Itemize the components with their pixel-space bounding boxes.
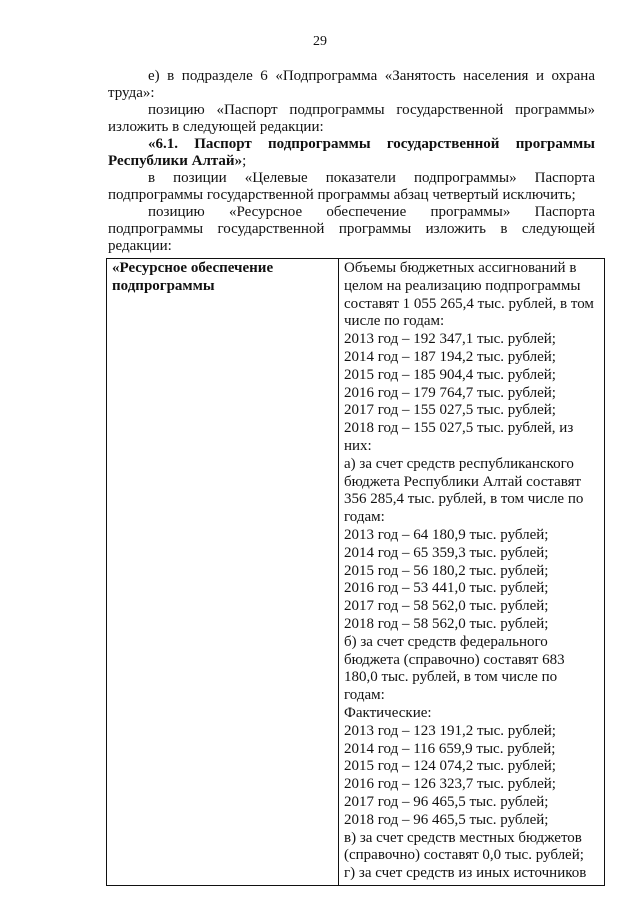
table-line: Объемы бюджетных ассигнований в целом на реализацию подпрограммы составят 1 055 265,4 тыс. рублей, в том числе по годам:	[344, 260, 594, 330]
table-line: 2015 год – 124 074,2 тыс. рублей;	[344, 758, 556, 775]
table-line: 2014 год – 65 359,3 тыс. рублей;	[344, 544, 549, 561]
document-body	[108, 68, 595, 255]
table-line: а) за счет средств республиканского бюджета Республики Алтай составят 356 285,4 тыс. рублей, в том числе по годам:	[344, 455, 584, 526]
table-line: 2016 год – 53 441,0 тыс. рублей;	[344, 580, 549, 597]
table-line: 2013 год – 192 347,1 тыс. рублей;	[344, 331, 556, 348]
passport-heading: «6.1. Паспорт подпрограммы государственной программы Республики Алтай»	[108, 136, 595, 169]
table-line: 2017 год – 155 027,5 тыс. рублей;	[344, 402, 556, 419]
passport-heading-tail: ;	[242, 153, 247, 169]
table-line: 2014 год – 187 194,2 тыс. рублей;	[344, 348, 556, 365]
paragraph-position-passport: позицию «Паспорт подпрограммы государственной программы» изложить в следующей редакции:	[108, 102, 595, 135]
paragraph-heading	[108, 136, 595, 170]
resource-table	[106, 258, 605, 886]
page-number: 29	[313, 34, 327, 49]
table-line: 2016 год – 179 764,7 тыс. рублей;	[344, 384, 556, 401]
table-line: 2017 год – 96 465,5 тыс. рублей;	[344, 793, 549, 810]
paragraph-position-resources: позицию «Ресурсное обеспечение программы» Паспорта подпрограммы государственной программы изложить в следующей редакции:	[108, 204, 595, 254]
paragraph-position-targets: в позиции «Целевые показатели подпрограммы» Паспорта подпрограммы государственной программы абзац четвертый исключить;	[108, 170, 595, 203]
table-line: 2018 год – 58 562,0 тыс. рублей;	[344, 615, 549, 632]
table-line: г) за счет средств из иных источников	[344, 865, 587, 882]
resource-label-cell: «Ресурсное обеспечение подпрограммы	[107, 259, 339, 886]
paragraph-item-e: е) в подразделе 6 «Подпрограмма «Занятость населения и охрана труда»:	[108, 68, 595, 101]
table-line: 2014 год – 116 659,9 тыс. рублей;	[344, 740, 556, 757]
table-line: 2015 год – 185 904,4 тыс. рублей;	[344, 366, 556, 383]
table-row	[107, 259, 605, 886]
table-line: 2016 год – 126 323,7 тыс. рублей;	[344, 776, 556, 793]
table-line: 2017 год – 58 562,0 тыс. рублей;	[344, 598, 549, 615]
table-line: в) за счет средств местных бюджетов (справочно) составят 0,0 тыс. рублей;	[344, 829, 584, 864]
table-line: Фактические:	[344, 704, 432, 721]
table-line: 2013 год – 123 191,2 тыс. рублей;	[344, 722, 556, 739]
table-line: 2018 год – 155 027,5 тыс. рублей, из них:	[344, 420, 574, 454]
table-line: 2018 год – 96 465,5 тыс. рублей;	[344, 811, 549, 828]
table-line: б) за счет средств федерального бюджета (справочно) составят 683 180,0 тыс. рублей, в том числе по годам:	[344, 633, 565, 704]
table-line: 2013 год – 64 180,9 тыс. рублей;	[344, 526, 549, 543]
resource-value-cell	[339, 259, 605, 886]
table-line: 2015 год – 56 180,2 тыс. рублей;	[344, 562, 549, 579]
